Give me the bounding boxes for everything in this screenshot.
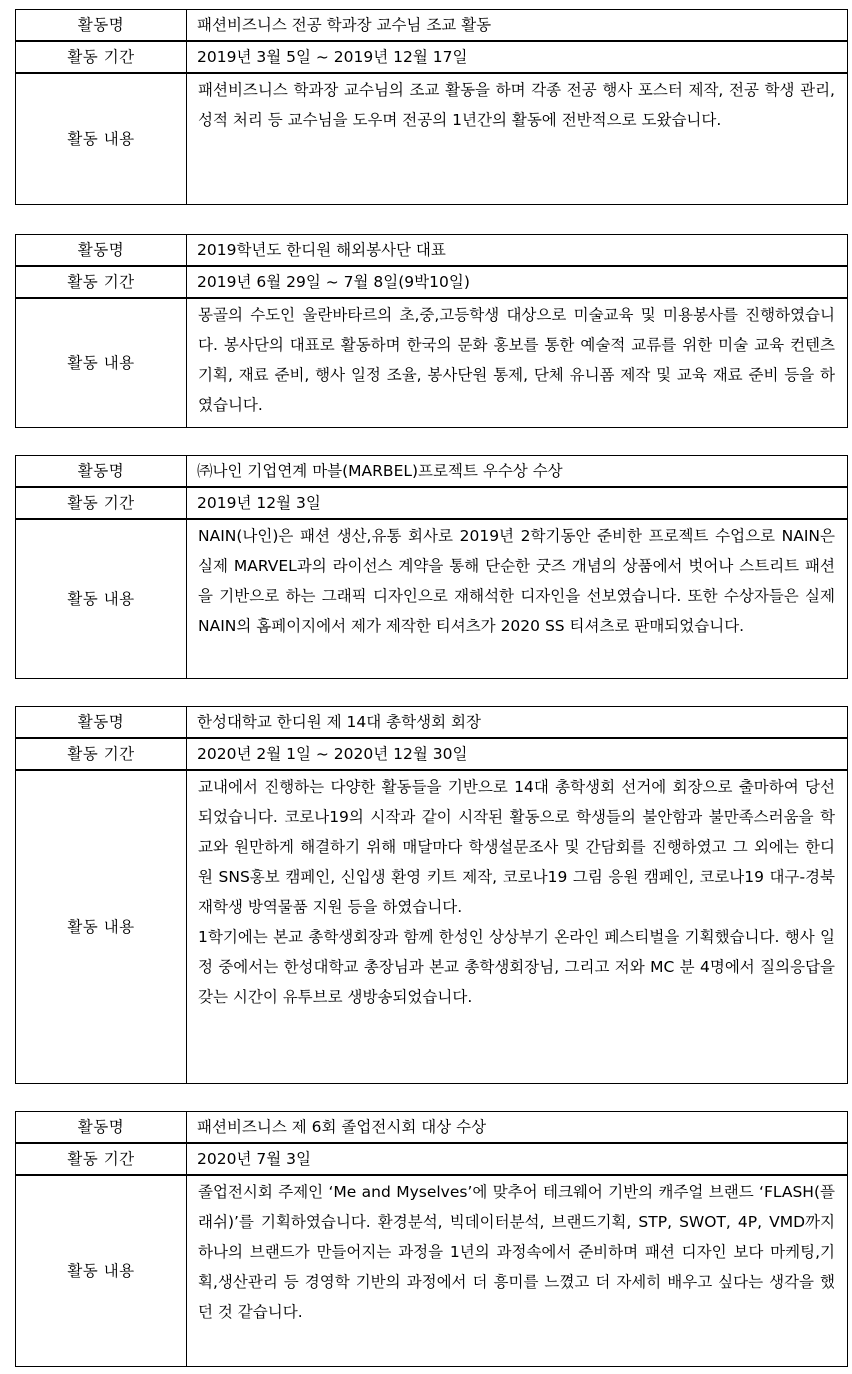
activity-table — [15, 234, 848, 428]
activity-name: 패션비즈니스 제 6회 졸업전시회 대상 수상 — [187, 1112, 848, 1144]
activity-name: 2019학년도 한디원 해외봉사단 대표 — [187, 235, 848, 267]
activity-period: 2020년 7월 3일 — [187, 1143, 848, 1175]
activity-content-paragraph: 1학기에는 본교 총학생회장과 함께 한성인 상상부기 온라인 페스티벌을 기획했습니다. 행사 일정 중에서는 한성대학교 총장님과 본교 총학생회장님, 그리고 저와 MC 분 4명에서 질의응답을 갖는 시간이 유투브로 생방송되었습니다. — [198, 928, 835, 1006]
activity-period-row — [16, 738, 848, 770]
activity-period: 2020년 2월 1일 ~ 2020년 12월 30일 — [187, 738, 848, 770]
activity-name-row — [16, 10, 848, 42]
activity-content-label: 활동 내용 — [16, 73, 187, 205]
activity-name-label: 활동명 — [16, 235, 187, 267]
activity-content-paragraph: NAIN(나인)은 패션 생산,유통 회사로 2019년 2학기동안 준비한 프로젝트 수업으로 NAIN은 실제 MARVEL과의 라이선스 계약을 통해 단순한 굿즈 개념의 상품에서 벗어나 스트리트 패션을 기반으로 하는 그래픽 디자인으로 재해석한 디자인을 선보였습니다. 또한 수상자들은 실제 NAIN의 홈페이지에서 제가 제작한 티셔츠가 2020 SS 티셔츠로 판매되었습니다. — [198, 527, 835, 635]
activity-content-row — [16, 298, 848, 428]
activity-content-row — [16, 1175, 848, 1367]
activity-content — [187, 298, 848, 428]
activity-content-label: 활동 내용 — [16, 298, 187, 428]
activity-content — [187, 770, 848, 1084]
activity-content-paragraph: 교내에서 진행하는 다양한 활동들을 기반으로 14대 총학생회 선거에 회장으로 출마하여 당선되었습니다. 코로나19의 시작과 같이 시작된 활동으로 학생들의 불안함과 불만족스러움을 학교와 원만하게 해결하기 위해 매달마다 학생설문조사 및 간담회를 진행하였고 그 외에는 한디원 SNS홍보 캠페인, 신입생 환영 키트 제작, 코로나19 그림 응원 캠페인, 코로나19 대구-경북 재학생 방역물품 지원 등을 하였습니다. — [198, 778, 835, 916]
activity-table — [15, 9, 848, 205]
activity-name-label: 활동명 — [16, 1112, 187, 1144]
activity-period-row — [16, 487, 848, 519]
activity-table — [15, 706, 848, 1084]
activity-name-row — [16, 456, 848, 488]
activity-content-label: 활동 내용 — [16, 1175, 187, 1367]
activity-name-row — [16, 235, 848, 267]
activity-content-paragraph: 졸업전시회 주제인 ‘Me and Myselves’에 맞추어 테크웨어 기반의 캐주얼 브랜드 ‘FLASH(플래쉬)’를 기획하였습니다. 환경분석, 빅데이터분석, 브랜드기획, STP, SWOT, 4P, VMD까지 하나의 브랜드가 만들어지는 과정을 1년의 과정속에서 준비하며 패션 디자인 보다 마케팅,기획,생산관리 등 경영학 기반의 과정에서 더 흥미를 느꼈고 더 자세히 배우고 싶다는 생각을 했던 것 같습니다. — [198, 1183, 835, 1321]
activity-content — [187, 73, 848, 205]
activity-name: 한성대학교 한디원 제 14대 총학생회 회장 — [187, 707, 848, 739]
activity-content-row — [16, 770, 848, 1084]
activity-content — [187, 519, 848, 679]
activity-table — [15, 455, 848, 679]
activity-period-label: 활동 기간 — [16, 487, 187, 519]
activity-name: ㈜나인 기업연계 마블(MARBEL)프로젝트 우수상 수상 — [187, 456, 848, 488]
activity-content-row — [16, 519, 848, 679]
activity-content-paragraph: 패션비즈니스 학과장 교수님의 조교 활동을 하며 각종 전공 행사 포스터 제작, 전공 학생 관리, 성적 처리 등 교수님을 도우며 전공의 1년간의 활동에 전반적으로 도왔습니다. — [198, 81, 835, 129]
activity-name-label: 활동명 — [16, 707, 187, 739]
activity-name-row — [16, 1112, 848, 1144]
activity-period: 2019년 3월 5일 ~ 2019년 12월 17일 — [187, 41, 848, 73]
activity-period-label: 활동 기간 — [16, 266, 187, 298]
activity-content-paragraph: 몽골의 수도인 울란바타르의 초,중,고등학생 대상으로 미술교육 및 미용봉사를 진행하였습니다. 봉사단의 대표로 활동하며 한국의 문화 홍보를 통한 예술적 교류를 위한 미술 교육 컨텐츠 기획, 재료 준비, 행사 일정 조율, 봉사단원 통제, 단체 유니폼 제작 및 교육 재료 준비 등을 하였습니다. — [198, 306, 835, 414]
activity-document — [15, 9, 847, 1367]
activity-period: 2019년 6월 29일 ~ 7월 8일(9박10일) — [187, 266, 848, 298]
activity-period: 2019년 12월 3일 — [187, 487, 848, 519]
activity-table — [15, 1111, 848, 1367]
activity-period-label: 활동 기간 — [16, 738, 187, 770]
activity-content-label: 활동 내용 — [16, 770, 187, 1084]
activity-name: 패션비즈니스 전공 학과장 교수님 조교 활동 — [187, 10, 848, 42]
activity-content-row — [16, 73, 848, 205]
activity-period-label: 활동 기간 — [16, 1143, 187, 1175]
activity-period-label: 활동 기간 — [16, 41, 187, 73]
activity-period-row — [16, 266, 848, 298]
activity-name-label: 활동명 — [16, 456, 187, 488]
activity-name-row — [16, 707, 848, 739]
activity-period-row — [16, 1143, 848, 1175]
activity-period-row — [16, 41, 848, 73]
activity-content-label: 활동 내용 — [16, 519, 187, 679]
activity-name-label: 활동명 — [16, 10, 187, 42]
activity-content — [187, 1175, 848, 1367]
